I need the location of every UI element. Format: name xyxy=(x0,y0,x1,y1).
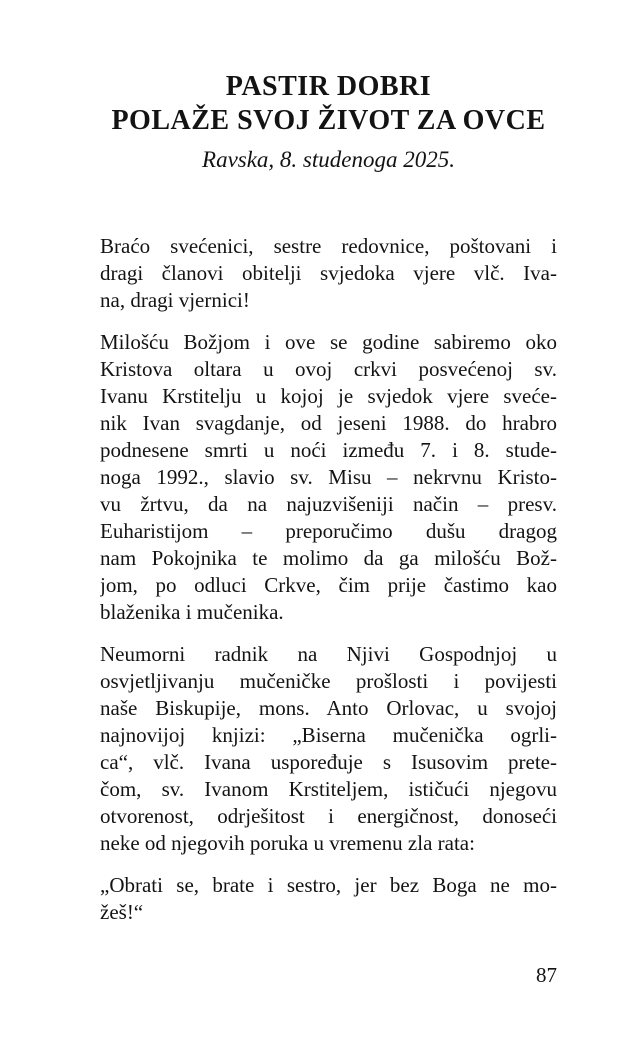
page-number: 87 xyxy=(536,963,557,987)
text-line: blaženika i mučenika. xyxy=(100,600,284,624)
text-line: Braćo svećenici, sestre redovnice, poštovani i xyxy=(100,234,557,258)
text-line: nam Pokojnika te molimo da ga milošću Bož- xyxy=(100,546,557,570)
text-line: najnovijoj knjizi: „Biserna mučenička ogrli- xyxy=(100,723,557,747)
page-title-line-1: PASTIR DOBRI xyxy=(225,71,432,102)
text-line: Neumorni radnik na Njivi Gospodnjoj u xyxy=(100,642,557,666)
paragraph xyxy=(100,329,557,626)
paragraph xyxy=(100,872,557,926)
text-line: Euharistijom – preporučimo dušu dragog xyxy=(100,519,557,543)
text-line: nik Ivan svagdanje, od jeseni 1988. do hrabro xyxy=(100,411,557,435)
text-line: čom, sv. Ivanom Krstiteljem, ističući njegovu xyxy=(100,777,557,801)
page-title-line-2: POLAŽE SVOJ ŽIVOT ZA OVCE xyxy=(111,105,546,136)
text-line: Ivanu Krstitelju u kojoj je svjedok vjere sveće- xyxy=(100,384,557,408)
text-line: „Obrati se, brate i sestro, jer bez Boga ne mo- xyxy=(100,873,557,897)
text-line: dragi članovi obitelji svjedoka vjere vlč. Iva- xyxy=(100,261,557,285)
dateline: Ravska, 8. studenoga 2025. xyxy=(202,147,455,172)
text-line: Kristova oltara u ovoj crkvi posvećenoj sv. xyxy=(100,357,557,381)
text-line: naše Biskupije, mons. Anto Orlovac, u svojoj xyxy=(100,696,557,720)
text-line: Milošću Božjom i ove se godine sabiremo oko xyxy=(100,330,557,354)
paragraph xyxy=(100,641,557,857)
text-line: jom, po odluci Crkve, čim prije častimo kao xyxy=(100,573,557,597)
text-line: ca“, vlč. Ivana uspoređuje s Isusovim prete- xyxy=(100,750,557,774)
text-line: vu žrtvu, da na najuzvišeniji način – presv. xyxy=(100,492,557,516)
paragraph xyxy=(100,233,557,314)
page-title xyxy=(100,70,557,138)
text-line: žeš!“ xyxy=(100,900,144,924)
text-line: podnesene smrti u noći između 7. i 8. stude- xyxy=(100,438,557,462)
text-line: otvorenost, odrješitost i energičnost, donoseći xyxy=(100,804,557,828)
text-line: na, dragi vjernici! xyxy=(100,288,250,312)
text-line: neke od njegovih poruka u vremenu zla rata: xyxy=(100,831,475,855)
text-line: osvjetljivanju mučeničke prošlosti i povijesti xyxy=(100,669,557,693)
text-line: noga 1992., slavio sv. Misu – nekrvnu Kristo- xyxy=(100,465,557,489)
